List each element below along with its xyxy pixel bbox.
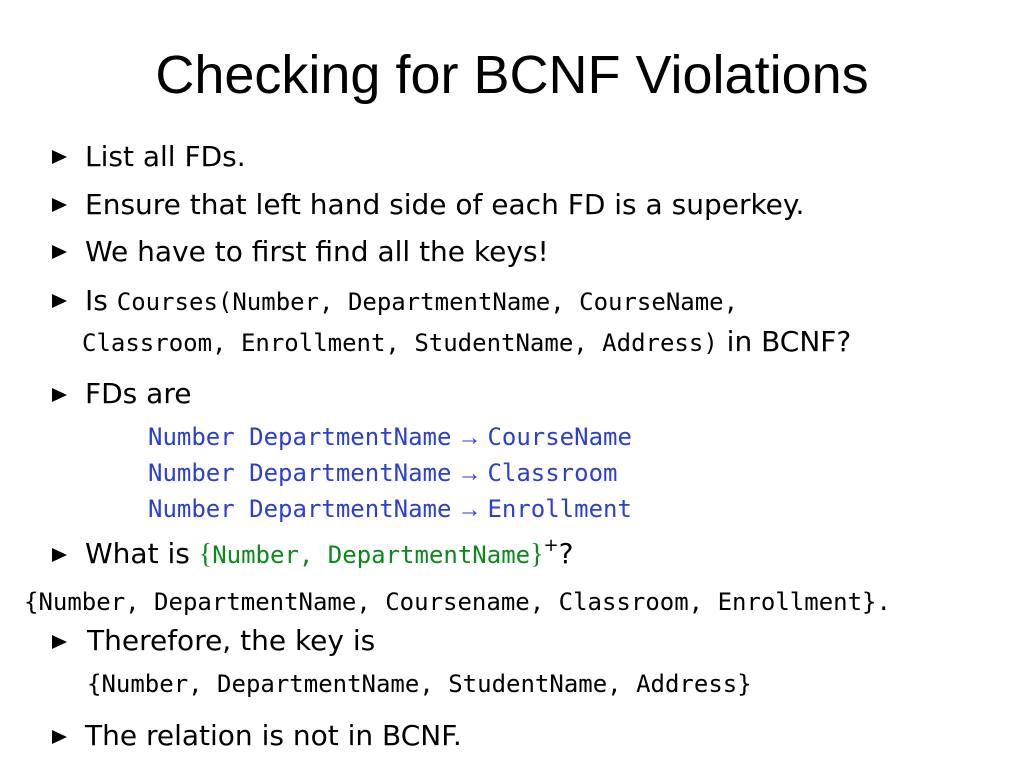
fd-lhs: Number DepartmentName: [148, 423, 452, 451]
bullet-relation-question-line-2: [82, 325, 851, 360]
closure-superscript: +: [543, 535, 559, 556]
fd-arrow: →: [457, 425, 482, 451]
relation-suffix: in BCNF?: [717, 325, 852, 358]
bullet-marker-3: [52, 245, 67, 259]
closure-prefix: What is: [85, 537, 199, 570]
bullet-closure-question: [85, 537, 574, 575]
bullet-marker-5: [52, 388, 67, 402]
fd-rhs: CourseName: [487, 423, 632, 451]
relation-schema-line-1: Courses(Number, DepartmentName, CourseName,: [116, 288, 739, 316]
relation-schema-line-2: Classroom, Enrollment, StudentName, Address): [82, 329, 718, 357]
bullet-not-bcnf: The relation is not in BCNF.: [85, 719, 462, 752]
fd-arrow: →: [457, 461, 482, 487]
fd-3: [148, 493, 632, 526]
closure-suffix: ?: [558, 537, 574, 570]
bullet-marker-1: [52, 150, 67, 164]
bullet-marker-7: [52, 635, 67, 649]
bullet-therefore-key: Therefore, the key is: [87, 624, 376, 657]
closure-open-brace: {: [198, 539, 213, 570]
fd-rhs: Classroom: [487, 459, 618, 487]
bullet-fds-are: FDs are: [85, 377, 192, 410]
fd-rhs: Enrollment: [487, 495, 632, 523]
bullet-list-fds: List all FDs.: [85, 140, 246, 173]
fd-lhs: Number DepartmentName: [148, 459, 452, 487]
fd-2: [148, 457, 617, 490]
slide-title: Checking for BCNF Violations: [155, 45, 869, 105]
bullet-superkey: Ensure that left hand side of each FD is a superkey.: [85, 188, 805, 221]
fd-arrow: →: [457, 497, 482, 523]
bullet-marker-6: [52, 548, 67, 562]
closure-set: Number, DepartmentName: [212, 541, 531, 569]
bullet-relation-question: [85, 284, 738, 319]
fd-1: [148, 421, 632, 454]
bullet-marker-8: [52, 730, 67, 744]
bullet-marker-2: [52, 198, 67, 212]
bullet-find-keys: We have to first find all the keys!: [85, 235, 549, 268]
bullet-marker-4: [52, 294, 67, 308]
fd-lhs: Number DepartmentName: [148, 495, 452, 523]
closure-result: {Number, DepartmentName, Coursename, Classroom, Enrollment}.: [24, 588, 891, 616]
key-set: {Number, DepartmentName, StudentName, Address}: [87, 670, 752, 698]
closure-close-brace: }: [530, 539, 544, 570]
relation-prefix: Is: [85, 284, 117, 317]
